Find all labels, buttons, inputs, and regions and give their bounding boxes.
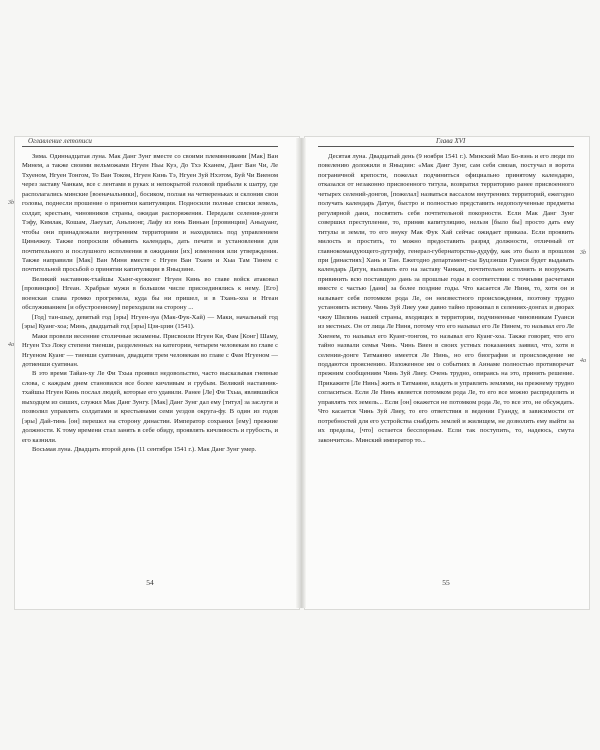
left-paragraph: Великий наставник-тхайшы Хынг-куокконг Нгуен Кинь во главе войск атаковал [провинцию] Нгеан. Храбрые мужи в большом числе присоединялись к нему. [Его] военская слава громко прогремела, куда бы ни пришел, и в Тхань-хоа и Нгеан обслуживанием [и обустроенному] переходили на сторону ... (22, 275, 278, 312)
right-page (318, 137, 586, 596)
left-paragraph: Зима. Одиннадцатая луна. Мак Данг Зунг вместе со своими племянниками [Мак] Ван Минем, а также своими вельможами Нгуен Ньы Куэ, До Тхэ Кханем, Данг Ван Чи, Ле Тхуеном, Нгуен Тонгом, То Ван Током, Нгуен Кинь Тэ, Нгуен Зуй Нхэтом, Буй Чи Виеном через заставу Чанкам, все с лентами в руках и непокрытой головой прибыли к шатру, где располагались минские [военачальники], босиком, ползая на четвереньках и склонив свои головы, поднесли прошение о принятии капитуляции. Подносили полные списки земель, солдат, крестьян, чиновников страны, ожидая распоряжения. Передали селения-донги Тэфу, Кимлак, Кошам, Лаеухат, Аньлионг, Лафу из юнь Виньан [провинции] Аньцуанг, чтобы они принадлежали внутренним территориям и находились под управлением Циньчжоу. Также попросили объявить календарь, дать печати и установления для почтительного и послушного исполнения в ожидании [их] изменения или утверждения. Также направили [Мак] Ван Миня вместе с Нгуен Ван Тхаем и Хыа Там Тинем с почтительной просьбой о принятии капитуляции в Яньцзине. (22, 153, 278, 274)
left-running-head-text: Оглавление летописи (28, 137, 92, 145)
right-page-number: 55 (442, 578, 450, 587)
right-margin-note-top: 3b (580, 250, 586, 256)
right-margin-note-mid: 4a (580, 358, 586, 364)
left-paragraph: [Год] тан-шыу, девятый год [эры] Нгуен-зуа (Мак-Фук-Хай) — Маки, начальный год [эры] Куанг-хоа; Минь, двадцатый год [эры] Цзя-цзин (1541). (22, 313, 278, 331)
left-paragraph: В это время Тайан-ху Ле Фи Тхыа проявил недовольство, часто высказывая гневные слова, с каждым днем становился все более кичливым и грубым. Великий наставник-тхайшы Нгуен Кинь послал людей, которые его удавили. Ранее [Ле] Фи Тхыа, являвшийся выходцем из сиших, служил Мак Данг Зунгу. [Мак] Данг Зунг дал ему [титул] за заслуги и позволил управлять солдатами и крестьянами семи уездов округа-фу. В один из годов [эры] Дай-тинь [он] перешел на сторону династии. Император сохранил [ему] прежние должности. К тому времени стал занять в себе обиду, проявлять кичливость и грубость, и его казнили. (22, 370, 278, 444)
right-body-text (318, 152, 574, 445)
right-paragraph: Десятая луна. Двадцатый день (9 ноября 1541 г.). Минский Мао Бо-вэнь и его люди по повелению доложили в Яньцзин: «Мак Данг Зунг, сам себя связав, постучал в ворота пограничной крепости, пожелал подчиниться официально принятому календарю, отказался от незаконно присвоенного титула, возвратил территорию ранее присвоенного четырех селений-донгов, [пожелал] назваться вассалом внутренних территорий, ежегодно получать календарь Датун, быстро и полностью представить недополученные предметы регулярной дани, посвятить себя почтительной покорности. Если Мак Данг Зунг совершил преступление, то, приняв капитуляцию, нельзя [было бы] просто дать ему титулы и земли, то его внуку Мак Фук Хай сейчас ожидает приказа. Если проявить милость и простить, то можно предоставить разряд должности, отличный от главнокомандующего-дутунфу, генерал-губернаторства-дудуфу, как это было в прошлом при [династиях] Хань и Тан. Ежегодно департамент-сы Буцзэнши Гуанси будет выдавать календарь Датун, вызывать его на заставу Чанкам, почтительно исполнять и вооружать привинить всю поставщую дань за прошлые годы в соответствии с точными расчетами вместе с частью [дани] за более поздние годы. Что касается Ле Ниня, то, хотя он и называет себя потомком рода Ле, он неизвестного происхождения, поэтому трудно установить истину. Чинь Зуй Лиеу уже давно тайно проживал в селениях-донгах и дворах чжоу Шилинь нашей страны, входящих в территории, подчиненные чиновникам Гуанси из местных. Он от лица Ле Ниня, потому что его называл его Ле Нинем, то называл его Ле Хиенем, то называл его Куанг-тонгом, то называл его Куанг-хоа. Также говорят, что его тайно назвали семья Чинь. Чинь Виен в своих устных показаниях заявил, что, хотя в селении-донге Татмаяню имеется Ле Нинь, но его биография и происхождение не поддаются прояснению. Изложенное им о событиях в Аннаме полностью противоречат прежним сообщениям Чинь Зуй Лиеу. Очень трудно, опираясь на это, принять решение. Прикажите [Ле Нинь] жить в Татмаяне, владеть и управлять землями, на прежнему трудно согласиться. Если Ле Нинь является потомком рода Ле, то его все можно распределить и управлять тех земель... Если [он] окажется не потомком рода Ле, то все это, не обсуждать. Что касается Чинь Зуй Лиеу, то его ответствия в ведении Гуанду, в зависимости от потребностей для его устройства снабдить землей и жилищем, не дозволить ему выйти за их пределы, [что] остается бесспорным. Если так поступить, то, надеюсь, смута закончится». Минский император то... (318, 153, 574, 444)
left-margin-note-mid: 4a (8, 342, 14, 348)
left-paragraph: Маки провели весенние столичные экзамены. Присвоили Нгуен Ки, Фам [Конг] Шаму, Нгуен Тхэ Локу степени тиенши, разделенных на категории, четырем человекам во главе с Нгуеном Куанг — тиенши суатинан, двадцати трем человекам во главе с Фам Нгуеном — дотиенши суатинан. (22, 332, 278, 368)
left-page (8, 137, 278, 596)
book-gutter (296, 138, 306, 608)
right-running-head-text: Глава XVI (436, 137, 466, 145)
left-running-head (22, 136, 278, 147)
left-paragraph: Восьмая луна. Двадцать второй день (11 сентября 1541 г.). Мак Данг Зунг умер. (32, 446, 257, 454)
right-running-head (318, 136, 574, 147)
left-page-number: 54 (146, 578, 154, 587)
left-body-text (22, 152, 278, 455)
left-margin-note-top: 3b (8, 200, 14, 206)
